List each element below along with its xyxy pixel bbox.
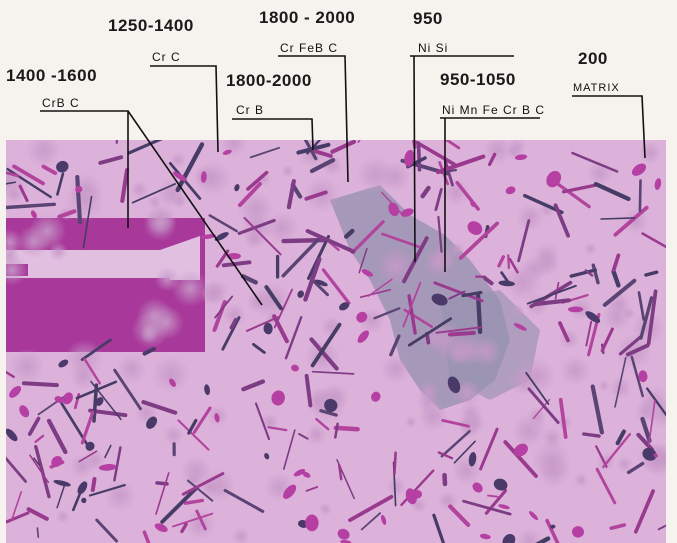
speckle-cluster <box>241 213 273 245</box>
carbide-needle <box>419 143 420 170</box>
speckle-cluster <box>451 455 481 485</box>
temp-label-crc: 1250-1400 <box>108 16 194 35</box>
speckle-cluster <box>533 243 560 270</box>
speckle-cluster <box>602 302 632 332</box>
speckle-cluster <box>437 491 458 512</box>
speckle-cluster <box>281 165 294 178</box>
speckle-cluster <box>140 325 158 343</box>
speckle-cluster <box>200 282 224 306</box>
speckle-cluster <box>418 381 439 402</box>
speckle-cluster <box>151 355 190 394</box>
carbide-needle <box>93 479 95 490</box>
temp-label-crb: 1800-2000 <box>226 71 312 90</box>
temp-label-crbc: 1400 -1600 <box>6 66 98 85</box>
speckle-cluster <box>381 354 411 384</box>
speckle-cluster <box>357 156 394 193</box>
speckle-cluster <box>517 357 556 396</box>
carbide-needle <box>584 434 599 436</box>
carbide-needle <box>336 428 358 429</box>
speckle-cluster <box>537 455 570 488</box>
phase-particle <box>568 307 583 313</box>
speckle-cluster <box>470 336 501 367</box>
speckle-cluster <box>418 401 449 432</box>
temp-label-nimnfecrbc: 950-1050 <box>440 70 516 89</box>
speckle-cluster <box>319 502 333 516</box>
speckle-cluster <box>623 208 650 235</box>
carbide-needle <box>450 333 474 335</box>
speckle-cluster <box>104 480 136 512</box>
speckle-cluster <box>512 413 547 448</box>
carbide-needle <box>77 177 80 222</box>
speckle-cluster <box>145 204 176 235</box>
speckle-cluster <box>560 355 591 386</box>
carbide-needle <box>37 528 38 537</box>
carbide-needle <box>488 496 497 497</box>
speckle-cluster <box>598 380 610 392</box>
speckle-cluster <box>574 473 589 488</box>
speckle-cluster <box>56 509 70 523</box>
phase-label-crfebc: Cr FeB C <box>280 41 339 55</box>
phase-label-nimnfecrbc: Ni Mn Fe Cr B C <box>442 103 546 117</box>
carbide-needle <box>601 218 635 219</box>
speckle-cluster <box>377 247 415 285</box>
phase-label-crc: Cr C <box>152 50 181 64</box>
speckle-cluster <box>9 348 46 385</box>
speckle-cluster <box>511 304 524 317</box>
carbide-needle <box>508 255 509 268</box>
speckle-cluster <box>386 476 407 497</box>
speckle-cluster <box>405 416 418 429</box>
speckle-cluster <box>638 141 662 165</box>
carbide-needle <box>394 453 395 474</box>
speckle-cluster <box>163 425 184 446</box>
carbide-needle <box>24 383 57 385</box>
carbide-needle <box>445 475 446 484</box>
carbide-needle <box>640 181 641 211</box>
temp-label-crfebc: 1800 - 2000 <box>259 8 356 27</box>
phase-label-crb: Cr B <box>236 103 264 117</box>
speckle-cluster <box>459 402 483 426</box>
phase-label-nisi: Ni Si <box>418 41 449 55</box>
carbide-needle <box>284 240 327 241</box>
phase-label-crbc: CrB C <box>42 96 80 110</box>
speckle-cluster <box>173 194 187 208</box>
speckle-cluster <box>155 266 180 291</box>
speckle-cluster <box>70 363 97 390</box>
temp-label-matrix: 200 <box>578 49 608 68</box>
temp-label-nisi: 950 <box>413 9 443 28</box>
speckle-cluster <box>584 242 597 255</box>
phase-label-matrix: MATRIX <box>573 82 620 94</box>
